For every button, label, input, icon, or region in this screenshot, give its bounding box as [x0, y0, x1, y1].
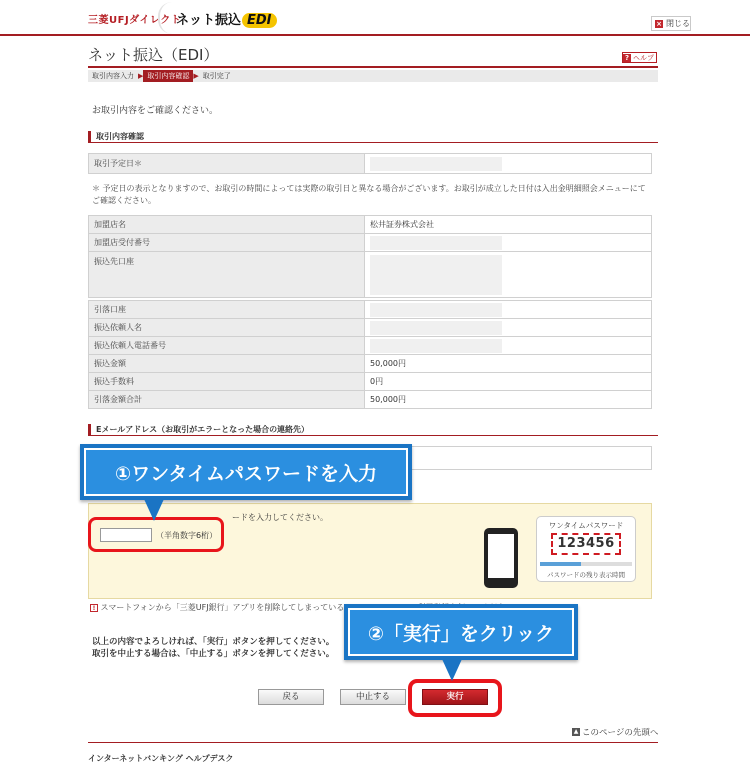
masked-value: [370, 339, 502, 353]
confirm-text: [92, 636, 334, 660]
payee-table: [88, 215, 652, 298]
table-row: [89, 319, 652, 337]
date-note: ＊ 予定日の表示となりますので、お取引の時間によっては実際の取引日と異なる場合がございます。お取引が成立した日付は入出金明細照会メニューにてご確認ください。: [92, 184, 646, 205]
confirm-line-1: 以上の内容でよろしければ、「実行」ボタンを押してください。: [92, 637, 335, 647]
title-rule: [88, 66, 658, 68]
callout-step-1: [80, 444, 412, 500]
help-label: ヘルプ: [633, 53, 654, 62]
row-label: 加盟店受付番号: [89, 234, 365, 252]
masked-value: [370, 236, 502, 250]
execute-button[interactable]: 実行: [422, 689, 488, 705]
token-caption: パスワードの残り表示時間: [547, 571, 625, 579]
page-top-label: このページの先頭へ: [582, 728, 659, 738]
breadcrumb: [88, 70, 658, 82]
callout-pointer: [442, 659, 462, 681]
row-value: [365, 234, 652, 252]
table-row: [89, 216, 652, 234]
table-row: [89, 373, 652, 391]
row-label: 加盟店名: [89, 216, 365, 234]
table-row: [89, 234, 652, 252]
footer-rule: [88, 742, 658, 743]
breadcrumb-step-confirm: 取引内容確認: [143, 70, 193, 82]
row-label: 引落口座: [89, 301, 365, 319]
row-value: 50,000円: [365, 355, 652, 373]
chevron-right-icon: ▶: [193, 72, 199, 80]
masked-value: [370, 157, 502, 171]
edi-badge: EDI: [242, 13, 277, 28]
footer-helpdesk: インターネットバンキング ヘルプデスク: [88, 754, 234, 763]
section-heading-confirm: 取引内容確認: [88, 131, 658, 143]
scheduled-date-table: [88, 153, 652, 174]
row-value: 0円: [365, 373, 652, 391]
callout-step-2: [344, 604, 578, 660]
table-row: [89, 154, 652, 174]
row-label: 取引予定日＊: [89, 154, 365, 174]
callout-pointer: [144, 499, 164, 521]
chevron-right-icon: ▶: [138, 72, 144, 80]
close-icon: ×: [656, 19, 662, 28]
row-value: [365, 337, 652, 355]
row-label: 振込手数料: [89, 373, 365, 391]
row-label: 振込先口座: [89, 252, 365, 298]
page-top-link[interactable]: [572, 726, 658, 738]
callout-step-1-text: ①ワンタイムパスワードを入力: [115, 462, 377, 485]
notice-icon: !: [90, 604, 98, 612]
table-row: [89, 252, 652, 298]
app-note-text: スマートフォンから「三菱UFJ銀行」アプリを削除してしまっている: [100, 603, 345, 612]
breadcrumb-step-complete: 取引完了: [202, 72, 231, 80]
page-title: ネット振込（EDI）: [88, 46, 219, 64]
row-value: 50,000円: [365, 391, 652, 409]
intro-text: お取引内容をご確認ください。: [92, 106, 219, 116]
arrow-up-icon: ▲: [573, 728, 579, 735]
help-button[interactable]: [622, 52, 657, 63]
token-timer-fill: [540, 562, 581, 566]
close-label: 閉じる: [666, 19, 690, 28]
otp-highlight-frame: [88, 517, 224, 552]
row-value: [365, 252, 652, 298]
row-value: [365, 301, 652, 319]
service-name: ネット振込: [176, 13, 242, 28]
token-number: 123456: [551, 533, 621, 555]
otp-instruction: ードを入力してください。: [232, 513, 328, 522]
cancel-button[interactable]: 中止する: [340, 689, 406, 705]
table-row: [89, 337, 652, 355]
back-button[interactable]: 戻る: [258, 689, 324, 705]
table-row: [89, 301, 652, 319]
section-heading-email: Eメールアドレス（お取引がエラーとなった場合の連絡先）: [88, 424, 658, 436]
breadcrumb-step-input: 取引内容入力: [92, 72, 134, 80]
masked-value: [370, 255, 502, 295]
masked-value: [370, 321, 502, 335]
table-row: [89, 355, 652, 373]
close-button[interactable]: [651, 16, 691, 31]
transfer-table: [88, 300, 652, 409]
row-label: 振込金額: [89, 355, 365, 373]
otp-hint: （半角数字6桁）: [156, 531, 218, 540]
phone-screen: [488, 534, 514, 578]
execute-highlight-frame: [408, 679, 502, 717]
callout-step-2-text: ②「実行」をクリック: [367, 622, 555, 645]
bank-logo: 三菱UFJダイレクト: [88, 15, 182, 26]
token-title: ワンタイムパスワード: [548, 521, 624, 530]
row-label: 引落金額合計: [89, 391, 365, 409]
row-label: 振込依頼人名: [89, 319, 365, 337]
help-icon: ?: [624, 53, 630, 62]
service-logo: [176, 9, 277, 28]
confirm-line-2: 取引を中止する場合は、「中止する」ボタンを押してください。: [92, 649, 335, 659]
row-value: [365, 319, 652, 337]
row-value: [365, 154, 652, 174]
masked-value: [370, 303, 502, 317]
row-value: 松井証券株式会社: [365, 216, 652, 234]
row-label: 振込依頼人電話番号: [89, 337, 365, 355]
table-row: [89, 391, 652, 409]
